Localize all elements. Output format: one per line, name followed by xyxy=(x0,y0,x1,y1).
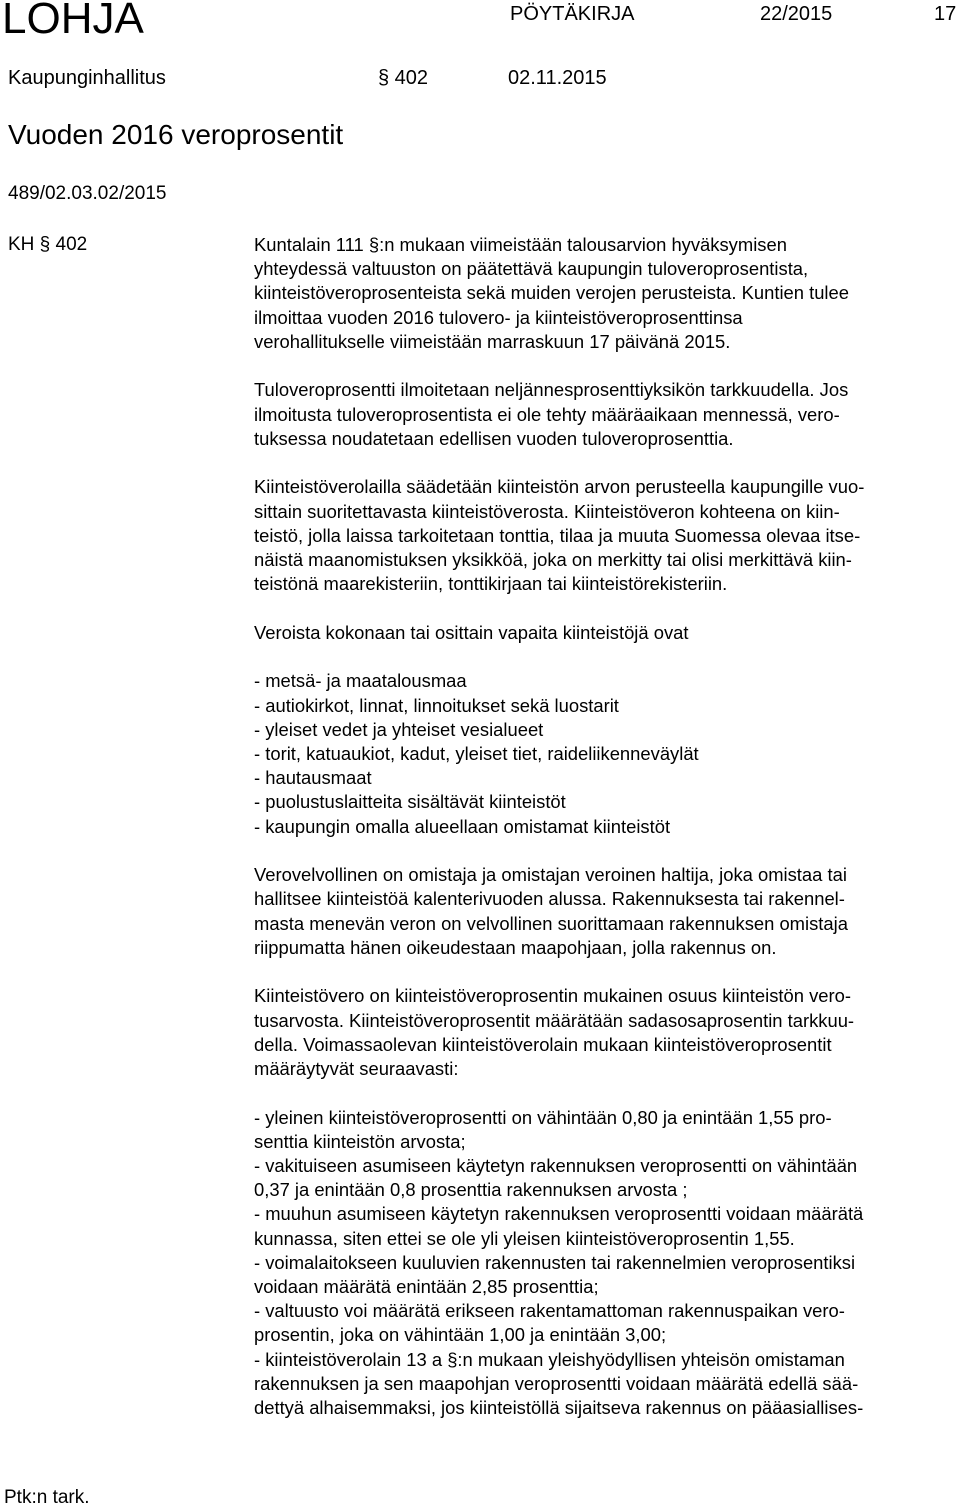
text-line: - yleiset vedet ja yhteiset vesialueet xyxy=(254,718,544,740)
page-title: Vuoden 2016 veroprosentit xyxy=(8,119,344,150)
text-line: rakennuksen ja sen maapohjan veroprosentti voidaan määrätä edellä sää- xyxy=(254,1372,859,1394)
text-line: riippumatta hänen oikeudestaan maapohjaan, jolla rakennus on. xyxy=(254,936,777,958)
text-line: hallitsee kiinteistöä kalenterivuoden alussa. Rakennuksesta tai rakennel- xyxy=(254,888,845,910)
text-line: Veroista kokonaan tai osittain vapaita kiinteistöjä ovat xyxy=(254,621,689,643)
document-type: PÖYTÄKIRJA xyxy=(510,3,635,25)
paragraph xyxy=(254,621,960,645)
reference-number: 489/02.03.02/2015 xyxy=(8,183,167,204)
text-line: näistä maanomistuksen yksikköä, joka on merkitty tai olisi merkittävä kiin- xyxy=(254,549,852,571)
paragraph xyxy=(254,475,960,596)
text-line: - vakituiseen asumiseen käytetyn rakennuksen veroprosentti on vähintään xyxy=(254,1155,858,1177)
text-line: 0,37 ja enintään 0,8 prosenttia rakennuksen arvosta ; xyxy=(254,1179,688,1201)
text-line: - metsä- ja maatalousmaa xyxy=(254,670,467,692)
text-line: - yleinen kiinteistöveroprosentti on vähintään 0,80 ja enintään 1,55 pro- xyxy=(254,1106,832,1128)
footer-note: Ptk:n tark. xyxy=(4,1487,90,1508)
text-line: - muuhun asumiseen käytetyn rakennuksen veroprosentti voidaan määrätä xyxy=(254,1203,864,1225)
text-line: sittain suoritettavasta kiinteistöverosta. Kiinteistöveron kohteena on kiin- xyxy=(254,500,840,522)
text-line: - puolustuslaitteita sisältävät kiinteistöt xyxy=(254,791,566,813)
text-line: - torit, katuaukiot, kadut, yleiset tiet, raideliikenneväylät xyxy=(254,743,699,765)
text-line: verohallitukselle viimeistään marraskuun 17 päivänä 2015. xyxy=(254,330,731,352)
paragraph xyxy=(254,1106,960,1421)
text-line: teistö, jolla laissa tarkoitetaan tonttia, tilaa ja muuta Suomessa olevaa itse- xyxy=(254,524,861,546)
text-line: - kaupungin omalla alueellaan omistamat kiinteistöt xyxy=(254,815,671,837)
text-line: masta menevän veron on velvollinen suorittamaan rakennuksen omistaja xyxy=(254,912,848,934)
text-line: kiinteistöveroprosenteista sekä muiden verojen perusteista. Kuntien tulee xyxy=(254,282,849,304)
text-line: Kiinteistöverolailla säädetään kiinteistön arvon perusteella kaupungille vuo- xyxy=(254,476,865,498)
document-number: 22/2015 xyxy=(760,3,833,25)
text-line: tusarvosta. Kiinteistöveroprosentit määrätään sadasosaprosentin tarkkuu- xyxy=(254,1009,855,1031)
text-line: dettyä alhaisemmaksi, jos kiinteistöllä sijaitseva rakennus on pääasiallises- xyxy=(254,1397,864,1419)
text-line: - kiinteistöverolain 13 a §:n mukaan yleishyödyllisen yhteisön omistaman xyxy=(254,1348,845,1370)
meeting-date: 02.11.2015 xyxy=(508,67,607,89)
paragraph xyxy=(254,378,960,451)
paragraph xyxy=(254,984,960,1081)
text-line: voidaan määrätä enintään 2,85 prosenttia; xyxy=(254,1276,599,1298)
text-line: yhteydessä valtuuston on päätettävä kaupungin tuloveroprosentista, xyxy=(254,258,809,280)
text-line: Tuloveroprosentti ilmoitetaan neljännesprosenttiyksikön tarkkuudella. Jos xyxy=(254,379,849,401)
meeting-body: Kaupunginhallitus xyxy=(8,67,166,89)
paragraph xyxy=(254,233,960,354)
section-number: § 402 xyxy=(378,67,429,89)
text-line: della. Voimassaolevan kiinteistöverolain mukaan kiinteistöveroprosentit xyxy=(254,1033,832,1055)
paragraph xyxy=(254,669,960,838)
text-line: - voimalaitokseen kuuluvien rakennusten tai rakennelmien veroprosentiksi xyxy=(254,1251,856,1273)
text-line: prosentin, joka on vähintään 1,00 ja enintään 3,00; xyxy=(254,1324,667,1346)
text-line: Verovelvollinen on omistaja ja omistajan veroinen haltija, joka omistaa tai xyxy=(254,864,847,886)
organization-logo: LOHJA xyxy=(2,0,144,43)
text-line: teistönä maarekisteriin, tonttikirjaan tai kiinteistörekisteriin. xyxy=(254,573,728,595)
text-line: - hautausmaat xyxy=(254,767,372,789)
text-line: - autiokirkot, linnat, linnoitukset sekä luostarit xyxy=(254,694,619,716)
page-number: 17 xyxy=(934,3,957,25)
document-body xyxy=(254,233,960,1445)
text-line: - valtuusto voi määrätä erikseen rakentamattoman rakennuspaikan vero- xyxy=(254,1300,845,1322)
text-line: senttia kiinteistön arvosta; xyxy=(254,1130,466,1152)
text-line: kunnassa, siten ettei se ole yli yleisen kiinteistöveroprosentin 1,55. xyxy=(254,1227,795,1249)
text-line: Kiinteistövero on kiinteistöveroprosentin mukainen osuus kiinteistön vero- xyxy=(254,985,851,1007)
text-line: ilmoittaa vuoden 2016 tulovero- ja kiinteistöveroprosenttinsa xyxy=(254,306,743,328)
paragraph xyxy=(254,863,960,960)
text-line: tuksessa noudatetaan edellisen vuoden tuloveroprosenttia. xyxy=(254,427,734,449)
text-line: määräytyvät seuraavasti: xyxy=(254,1058,459,1080)
section-label: KH § 402 xyxy=(8,234,88,255)
text-line: ilmoitusta tuloveroprosentista ei ole tehty määräaikaan mennessä, vero- xyxy=(254,403,840,425)
text-line: Kuntalain 111 §:n mukaan viimeistään talousarvion hyväksymisen xyxy=(254,234,787,255)
